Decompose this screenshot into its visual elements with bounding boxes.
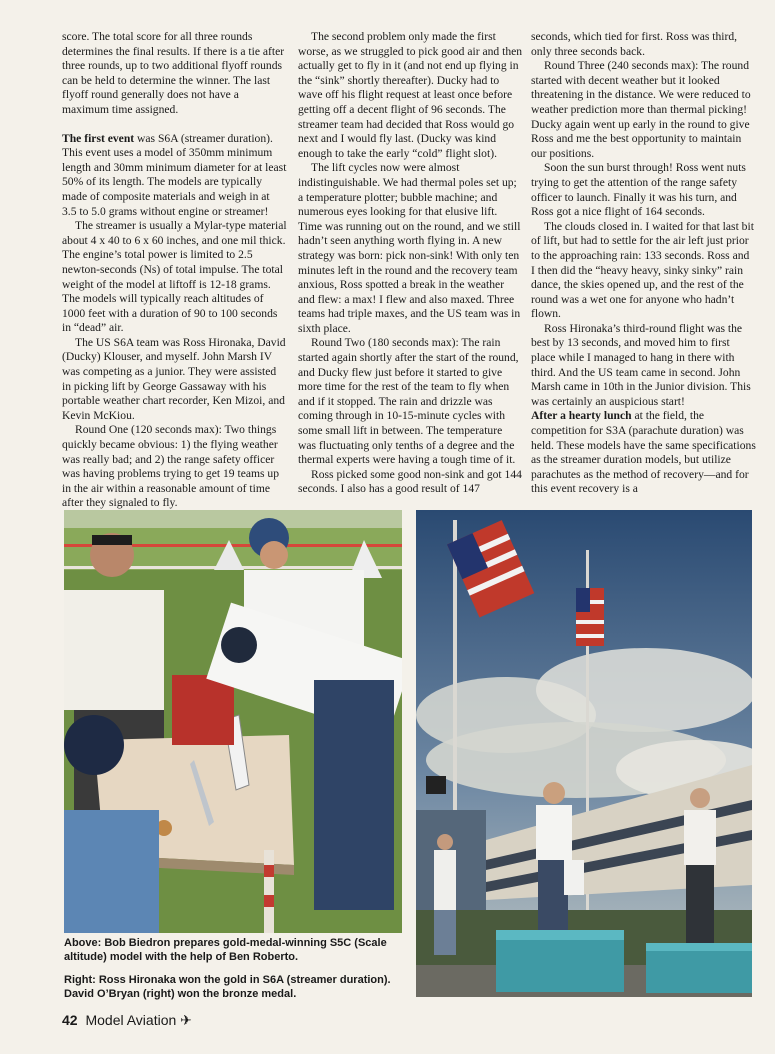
paragraph-lunch (531, 409, 756, 497)
paragraph-first-event (62, 132, 287, 220)
paragraph: Soon the sun burst through! Ross went nuts trying to get the attention of the range safety officer to launch. Finally it was his turn, and Ross got a nice flight of 164 seconds. (531, 161, 746, 219)
airplane-icon: ✈ (180, 1012, 192, 1028)
text-column-2 (298, 30, 523, 497)
paragraph: Round Three (240 seconds max): The round started with decent weather but it looked threatening in the distance. We were reduced to weather prediction more than thermal picking! Ducky again went up early in the round to give Ross and me the best opportunity to maintain our positions. (531, 59, 751, 160)
page-number: 42 (62, 1012, 78, 1028)
magazine-name: Model Aviation (85, 1012, 177, 1028)
paragraph: Round Two (180 seconds max): The rain started again shortly after the start of the round, and Ducky flew just before it started to give more time for the rest of the team to fly when and if it stopped. The rain and drizzle was coming through in 10-15-minute cycles with some small lift in between. The temperature was fluctuating only tenths of a degree and the thermal experts were having a tough time of it. (298, 336, 519, 467)
paragraph: The second problem only made the first worse, as we struggled to pick good air and then actually get to fly in it (and not end up flying in the “sink” shortly thereafter). Ducky had to wave off his flight request at least once before getting off a decent flight of 96 seconds. The streamer team had decided that Ross would go next and I would fly last. (Ducky was kind enough to take the early “cold” flight slot). (298, 30, 523, 160)
caption-above: Above: Bob Biedron prepares gold-medal-winning S5C (Scale altitude) model with the help of Ben Roberto. (64, 937, 387, 963)
photo-illustration (416, 510, 752, 997)
paragraph: The US S6A team was Ross Hironaka, David (Ducky) Klouser, and myself. John Marsh IV was competing as a junior. They were assisted in picking lift by George Gassaway with his portable weather chart recorder, Ken Mizoi, and Kevin McKiou. (62, 335, 286, 422)
paragraph: Ross picked some good non-sink and got 144 seconds. I also has a good result of 147 (298, 467, 522, 496)
paragraph: score. The total score for all three rounds determines the final results. If there is a tie after three rounds, up to two additional flyoff rounds can be held to determine the winner. The last flyoff round generally does not have a maximum time assigned. (62, 30, 285, 116)
page-footer (62, 1012, 192, 1029)
photo-model-preparation (64, 510, 402, 933)
paragraph: The clouds closed in. I waited for that last bit of lift, but had to settle for the air left just prior to the approaching rain: 133 seconds. Ross and I then did the “heavy heavy, sinky sinky” rain dance, the skies opened up, and the rest of the round was a wet one for anyone who hadn’t flown. (531, 219, 754, 321)
paragraph-lead: After a hearty lunch (531, 409, 632, 423)
paragraph: seconds, which tied for first. Ross was third, only three seconds back. (531, 30, 738, 58)
text-column-1 (62, 30, 287, 511)
flag-middle (576, 588, 604, 646)
paragraph: The streamer is usually a Mylar-type material about 4 x 40 to 6 x 60 inches, and one mil thick. The engine’s total power is limited to 2.5 newton-seconds (Ns) of total impulse. The total weight of the model at liftoff is 12-18 grams. The models will typically reach altitudes of 1000 feet with a duration of 90 to 100 seconds in “dead” air. (62, 219, 287, 335)
photo-illustration (64, 510, 402, 933)
paragraph: Ross Hironaka’s third-round flight was the best by 13 seconds, and moved him to first place while I managed to hang in there with third. And the US team came in second. John Marsh came in 10th in the Junior division. This was certainly an auspicious start! (531, 321, 751, 408)
paragraph-body: was S6A (streamer duration). This event uses a model of 350mm minimum length and 30mm minimum diameter for at least 50% of its length. The models are typically made of composite materials and weigh in at 3.5 to 5.0 grams without engine or streamer! (62, 131, 287, 218)
photo-awards-podium (416, 510, 752, 997)
paragraph-lead: The first event (62, 131, 135, 145)
caption-right: Right: Ross Hironaka won the gold in S6A (streamer duration). David O’Bryan (right) won the bronze medal. (64, 974, 391, 1000)
paragraph: The lift cycles now were almost indistinguishable. We had thermal poles set up; a temperature plotter; bubble machine; and numerous eyes looking for that elusive lift. Time was running out on the round, and we still hadn’t seen anything worth flying in. A new strategy was born: pick non-sink! With only ten minutes left in the round and the recovery team anxious, Ross spotted a break in the weather and flew: a max! I flew and also maxed. Three teams had triple maxes, and the US team was in sixth place. (298, 161, 521, 335)
text-column-3 (531, 30, 756, 497)
paragraph-body: at the field, the competition for S3A (parachute duration) was held. These models have the same specifications as the streamer duration models, but utilize parachutes as the method of recovery—and for this event recovery is a (531, 409, 756, 496)
paragraph: Round One (120 seconds max): Two things quickly became obvious: 1) the flying weather was really bad; and 2) the range safety officer was having problems trying to get 19 teams up in the air within a reasonable amount of time after they signaled to fly. (62, 423, 280, 510)
